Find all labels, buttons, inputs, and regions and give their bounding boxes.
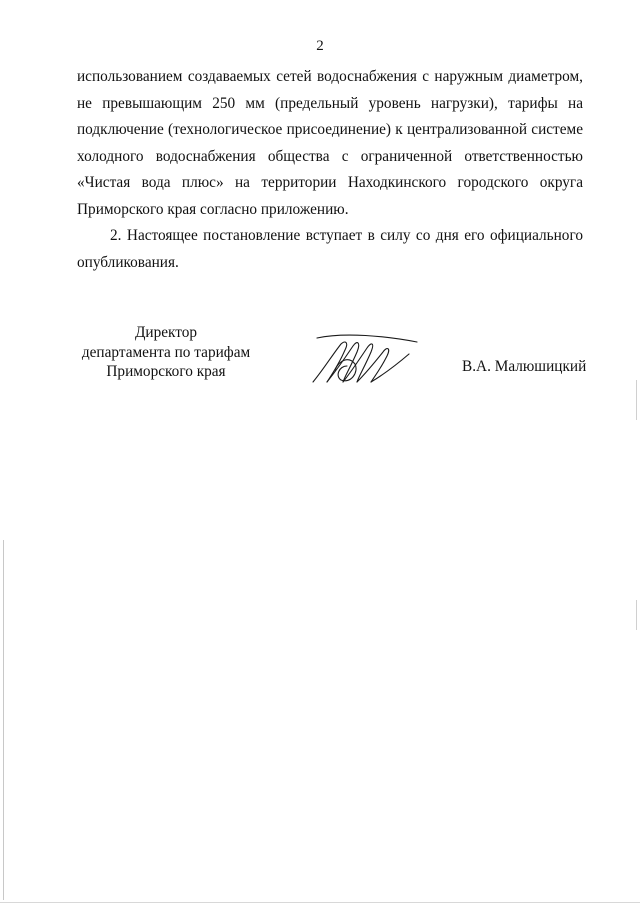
paragraph-1-line-2: не превышающим 250 мм (предельный уровень нагрузки), тарифы на [77,94,583,112]
scan-right-edge-mark [636,600,637,630]
page-number: 2 [316,38,324,54]
paragraph-1-line-4: холодного водоснабжения общества с ограниченной ответственностью [77,147,583,165]
scan-bottom-edge [0,902,640,903]
paragraph-1-line-5: «Чистая вода плюс» на территории Находкинского городского округа [77,174,583,191]
signatory-title-line-1: Директор [134,324,198,341]
signatory-name: В.А. Малюшицкий [462,358,587,375]
paragraph-1-line-1: использованием создаваемых сетей водоснабжения с наружным диаметром, [77,68,583,85]
body-text [77,64,583,276]
signatory-title-line-3: Приморского края [106,363,226,380]
scan-right-edge-mark [636,380,637,420]
paragraph-2-line-2: опубликования. [77,253,179,271]
paragraph-1-line-3: подключение (технологическое присоединение) к централизованной системе [77,121,583,138]
paragraph-2-line-1: 2. Настоящее постановление вступает в силу со дня его официального [110,227,583,244]
handwritten-signature [305,330,425,390]
paragraph-1-line-6: Приморского края согласно приложению. [77,200,349,218]
scan-left-edge [3,540,4,900]
signatory-title-line-2: департамента по тарифам [81,343,251,361]
signatory-title [77,323,255,382]
